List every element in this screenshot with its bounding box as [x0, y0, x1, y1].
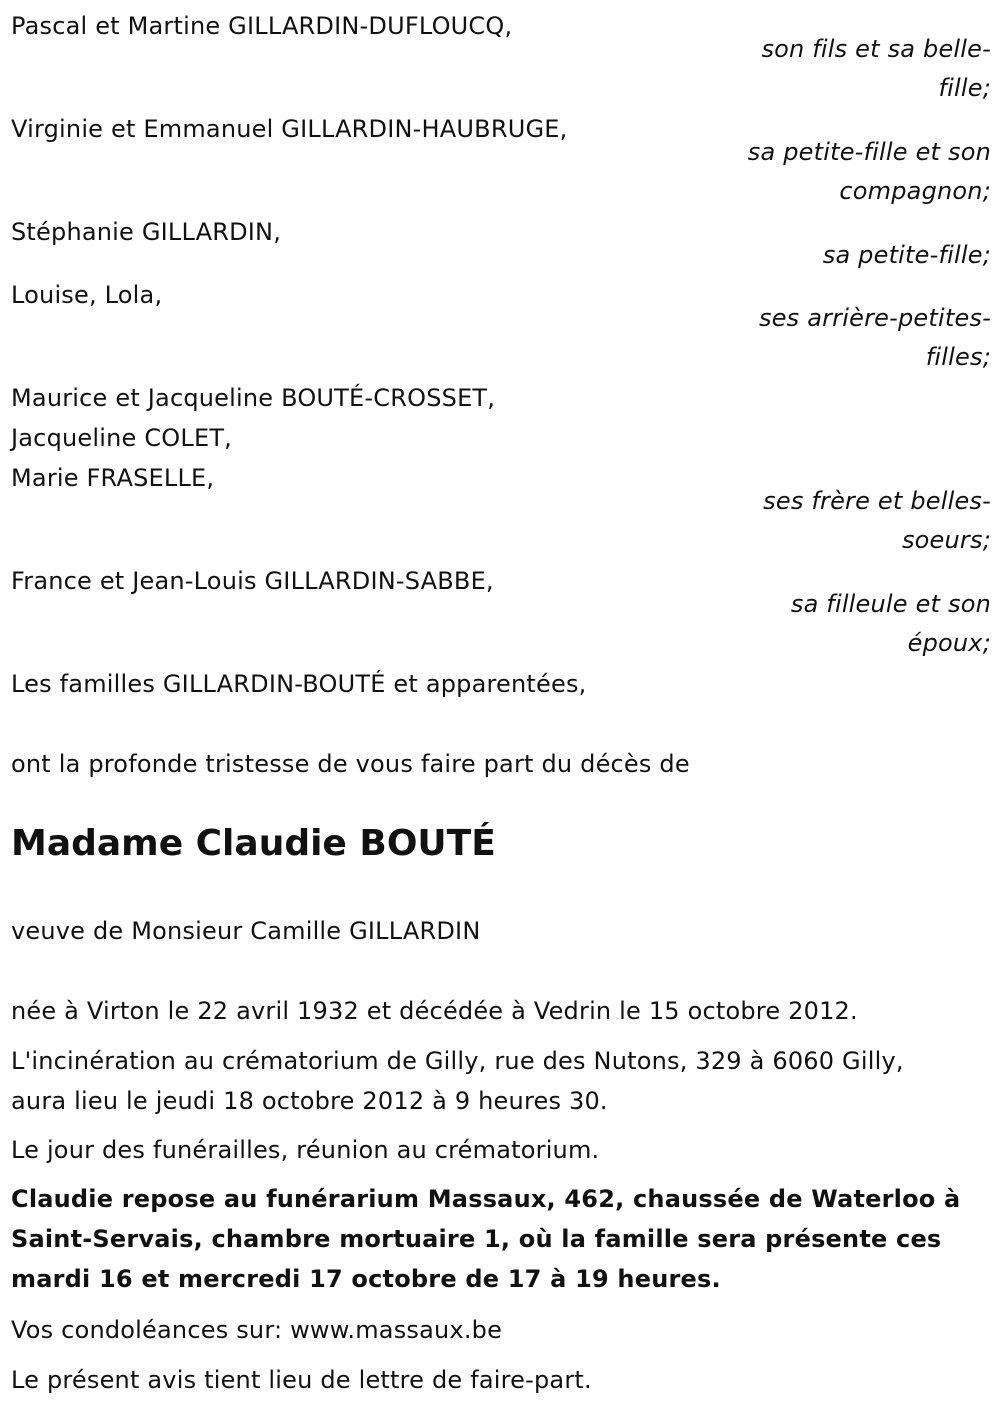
family-name-5a: Maurice et Jacqueline BOUTÉ-CROSSET,	[11, 384, 496, 412]
funerarium-line: Saint-Servais, chambre mortuaire 1, où la famille sera présente ces	[11, 1225, 942, 1253]
widow-of-text: veuve de Monsieur Camille GILLARDIN	[11, 917, 481, 945]
birth-death-text: née à Virton le 22 avril 1932 et décédée à Vedrin le 15 octobre 2012.	[11, 997, 858, 1025]
family-relation-1	[761, 30, 991, 108]
family-relation-3	[823, 236, 991, 275]
relation-line: compagnon;	[839, 177, 991, 205]
relation-line: filles;	[925, 343, 991, 371]
family-name-5c: Marie FRASELLE,	[11, 464, 215, 492]
family-name-2: Virginie et Emmanuel GILLARDIN-HAUBRUGE,	[11, 115, 568, 143]
family-name-5b: Jacqueline COLET,	[11, 424, 233, 452]
family-relation-6	[791, 585, 991, 663]
family-relation-4	[759, 299, 991, 377]
family-name-7: Les familles GILLARDIN-BOUTÉ et apparentées,	[11, 670, 587, 698]
family-relation-5	[763, 482, 991, 560]
cremation-line: aura lieu le jeudi 18 octobre 2012 à 9 heures 30.	[11, 1087, 608, 1115]
family-name-6: France et Jean-Louis GILLARDIN-SABBE,	[11, 567, 494, 595]
condolences-text: Vos condoléances sur: www.massaux.be	[11, 1316, 503, 1344]
funerarium-line: Claudie repose au funérarium Massaux, 462, chaussée de Waterloo à	[11, 1185, 961, 1213]
family-name-3: Stéphanie GILLARDIN,	[11, 218, 282, 246]
notice-text: Le présent avis tient lieu de lettre de faire-part.	[11, 1366, 592, 1394]
family-relation-2	[748, 133, 991, 211]
relation-line: fille;	[938, 74, 991, 102]
cremation-text	[11, 1041, 991, 1121]
family-name-1: Pascal et Martine GILLARDIN-DUFLOUCQ,	[11, 12, 513, 40]
relation-line: ses frère et belles-	[763, 487, 991, 515]
relation-line: ses arrière-petites-	[759, 304, 991, 332]
obituary-document	[11, 0, 991, 1414]
relation-line: soeurs;	[901, 526, 991, 554]
cremation-line: L'incinération au crématorium de Gilly, rue des Nutons, 329 à 6060 Gilly,	[11, 1047, 904, 1075]
relation-line: époux;	[907, 629, 991, 657]
relation-line: sa petite-fille;	[822, 241, 991, 269]
deceased-name: Madame Claudie BOUTÉ	[11, 823, 496, 864]
funeral-day-text: Le jour des funérailles, réunion au crématorium.	[11, 1136, 600, 1164]
funerarium-line: mardi 16 et mercredi 17 octobre de 17 à 19 heures.	[11, 1265, 721, 1293]
announcement-text: ont la profonde tristesse de vous faire part du décès de	[11, 750, 690, 778]
relation-line: son fils et sa belle-	[761, 35, 991, 63]
relation-line: sa filleule et son	[790, 590, 991, 618]
funerarium-text	[11, 1179, 991, 1299]
relation-line: sa petite-fille et son	[747, 138, 991, 166]
family-name-4: Louise, Lola,	[11, 281, 163, 309]
